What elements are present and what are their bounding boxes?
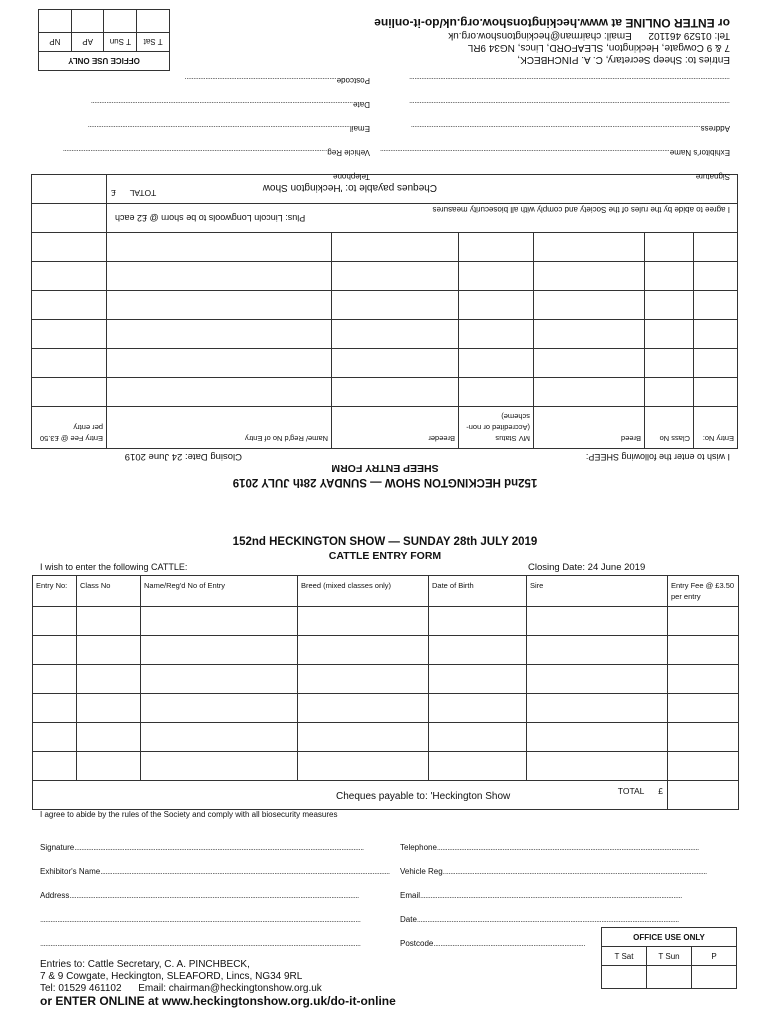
sheep-exhibitor-name-field[interactable]: Exhibitor's Name........................................................................................................................................................................ bbox=[380, 148, 730, 157]
sheep-col-name: Name/ Reg'd No of Entry bbox=[107, 407, 332, 449]
table-row bbox=[33, 694, 739, 723]
cattle-office-title: OFFICE USE ONLY bbox=[602, 928, 737, 947]
cattle-col-dob: Date of Birth bbox=[429, 576, 527, 607]
table-row bbox=[32, 378, 738, 407]
cattle-cheque-text: Cheques payable to: 'Heckington Show bbox=[336, 791, 511, 802]
cattle-entry-table bbox=[32, 575, 739, 810]
sheep-address-line3[interactable]: .......................................................................................................................................................................................... bbox=[409, 76, 730, 85]
sheep-closing-date: Closing Date: 24 June 2019 bbox=[124, 451, 242, 462]
sheep-col-breed: Breed bbox=[534, 407, 645, 449]
sheep-form-title: 152nd HECKINGTON SHOW — SUNDAY 28th JULY 2019 bbox=[232, 476, 538, 488]
sheep-office-use-table bbox=[38, 9, 170, 71]
cattle-address-field[interactable]: Address........................................................................................................................................................................ bbox=[40, 891, 359, 900]
cattle-col-fee: Entry Fee @ £3.50 per entry bbox=[668, 576, 739, 607]
cattle-col-breed: Breed (mixed classes only) bbox=[298, 576, 429, 607]
sheep-cheque-text: Cheques payable to: 'Heckington Show bbox=[262, 182, 437, 193]
table-row bbox=[33, 723, 739, 752]
sheep-office-col-tsun: T Sun bbox=[104, 33, 137, 52]
cattle-office-col-tsun: T Sun bbox=[647, 947, 692, 966]
cattle-table-header bbox=[33, 576, 739, 607]
sheep-email-field[interactable]: Email........................................................................................................................................................ bbox=[88, 124, 370, 133]
cattle-total-label: TOTAL bbox=[617, 786, 645, 796]
cattle-entry-form bbox=[0, 512, 770, 1024]
cattle-address-line: 7 & 9 Cowgate, Heckington, SLEAFORD, Lincs, NG34 9RL bbox=[40, 971, 303, 982]
cattle-cheque-row bbox=[33, 781, 739, 810]
sheep-office-col-np: NP bbox=[39, 33, 72, 52]
cattle-col-entry-no: Entry No: bbox=[33, 576, 77, 607]
cattle-office-col-p: P bbox=[692, 947, 737, 966]
cattle-closing-date: Closing Date: 24 June 2019 bbox=[528, 562, 646, 573]
cattle-agree-text: I agree to abide by the rules of the Society and comply with all biosecurity measures bbox=[40, 810, 338, 819]
cattle-address-line2[interactable]: .......................................................................................................................................................................................... bbox=[40, 915, 361, 924]
sheep-telephone-field[interactable]: Telephone........................................................................................................................................................ bbox=[71, 172, 370, 181]
table-row bbox=[33, 636, 739, 665]
sheep-email: Email: chairman@heckingtonshow.org.uk bbox=[448, 30, 632, 41]
cattle-entries-to: Entries to: Cattle Secretary, C. A. PINCHBECK, bbox=[40, 959, 250, 970]
table-row bbox=[32, 262, 738, 291]
cattle-online-link[interactable]: or ENTER ONLINE at www.heckingtonshow.org.uk/do-it-online bbox=[40, 994, 396, 1008]
cattle-intro-text: I wish to enter the following CATTLE: bbox=[40, 562, 188, 572]
cattle-col-class-no: Class No bbox=[77, 576, 141, 607]
sheep-table-header bbox=[32, 407, 738, 449]
table-row bbox=[33, 665, 739, 694]
sheep-office-title: OFFICE USE ONLY bbox=[39, 52, 170, 71]
sheep-vehicle-reg-field[interactable]: Vehicle Reg......................................................................................................................................................... bbox=[63, 148, 370, 157]
cattle-address-line3[interactable]: .......................................................................................................................................................................................... bbox=[40, 939, 361, 948]
cattle-exhibitor-name-field[interactable]: Exhibitor's Name........................................................................................................................................................................ bbox=[40, 867, 390, 876]
cattle-date-field[interactable]: Date........................................................................................................................................................ bbox=[400, 915, 679, 924]
sheep-online-link[interactable]: or ENTER ONLINE at www.heckingtonshow.org.uk/do-it-online bbox=[374, 16, 730, 30]
cattle-tel: Tel: 01529 461102 bbox=[40, 983, 122, 994]
cattle-total-field[interactable] bbox=[668, 781, 739, 810]
table-row bbox=[32, 291, 738, 320]
cattle-form-subtitle: CATTLE ENTRY FORM bbox=[328, 550, 442, 562]
sheep-office-col-ap: AP bbox=[71, 33, 104, 52]
table-row bbox=[33, 752, 739, 781]
sheep-col-fee: Entry Fee @ £3.50 per entry bbox=[32, 407, 107, 449]
table-row bbox=[33, 607, 739, 636]
cattle-total-currency: £ bbox=[658, 786, 663, 796]
sheep-plus-text: Plus: Lincoln Longwools to be shorn @ £2 each bbox=[107, 204, 738, 233]
cattle-contact-block bbox=[40, 959, 396, 1007]
table-row bbox=[32, 320, 738, 349]
sheep-tel: Tel: 01529 461102 bbox=[648, 30, 730, 41]
cattle-office-col-tsat: T Sat bbox=[602, 947, 647, 966]
sheep-agree-text: I agree to abide by the rules of the Society and comply with all biosecurity measures bbox=[432, 205, 730, 214]
sheep-date-field[interactable]: Date........................................................................................................................................................ bbox=[91, 100, 370, 109]
sheep-col-mv-status: MV Status (Accredited or non-scheme) bbox=[459, 407, 534, 449]
sheep-address-line2[interactable]: .......................................................................................................................................................................................... bbox=[409, 100, 730, 109]
sheep-total-label: TOTAL bbox=[129, 188, 157, 198]
sheep-address-field[interactable]: Address........................................................................................................................................................................ bbox=[411, 124, 730, 133]
cattle-col-name: Name/Reg'd No of Entry bbox=[141, 576, 298, 607]
cattle-postcode-field[interactable]: Postcode........................................................................................ bbox=[400, 939, 585, 948]
sheep-signature-field[interactable]: Signature........................................................................................................................................................................ bbox=[406, 172, 730, 181]
sheep-office-col-tsat: T Sat bbox=[137, 33, 170, 52]
sheep-total-currency: £ bbox=[111, 188, 116, 198]
sheep-col-class-no: Class No bbox=[645, 407, 694, 449]
table-row bbox=[32, 233, 738, 262]
sheep-entries-to: Entries to: Sheep Secretary, C. A. PINCHBECK, bbox=[517, 54, 730, 65]
sheep-col-breeder: Breeder bbox=[332, 407, 459, 449]
cattle-office-use-table bbox=[601, 927, 737, 989]
sheep-contact-block bbox=[374, 17, 730, 65]
cattle-vehicle-reg-field[interactable]: Vehicle Reg......................................................................................................................................................... bbox=[400, 867, 707, 876]
cattle-email: Email: chairman@heckingtonshow.org.uk bbox=[138, 983, 322, 994]
cattle-signature-field[interactable]: Signature........................................................................................................................................................................ bbox=[40, 843, 364, 852]
sheep-entry-table bbox=[31, 174, 738, 449]
sheep-intro-text: I wish to enter the following SHEEP: bbox=[585, 452, 730, 462]
sheep-form-subtitle: SHEEP ENTRY FORM bbox=[331, 462, 439, 474]
sheep-address-line: 7 & 9 Cowgate, Heckington, SLEAFORD, Lincs, NG34 9RL bbox=[467, 42, 730, 53]
cattle-telephone-field[interactable]: Telephone........................................................................................................................................................ bbox=[400, 843, 699, 852]
table-row bbox=[32, 349, 738, 378]
sheep-postcode-field[interactable]: Postcode........................................................................................ bbox=[185, 76, 370, 85]
cattle-form-title: 152nd HECKINGTON SHOW — SUNDAY 28th JULY 2019 bbox=[232, 536, 538, 548]
sheep-col-entry-no: Entry No: bbox=[694, 407, 738, 449]
cattle-email-field[interactable]: Email........................................................................................................................................................ bbox=[400, 891, 682, 900]
cattle-col-sire: Sire bbox=[527, 576, 668, 607]
